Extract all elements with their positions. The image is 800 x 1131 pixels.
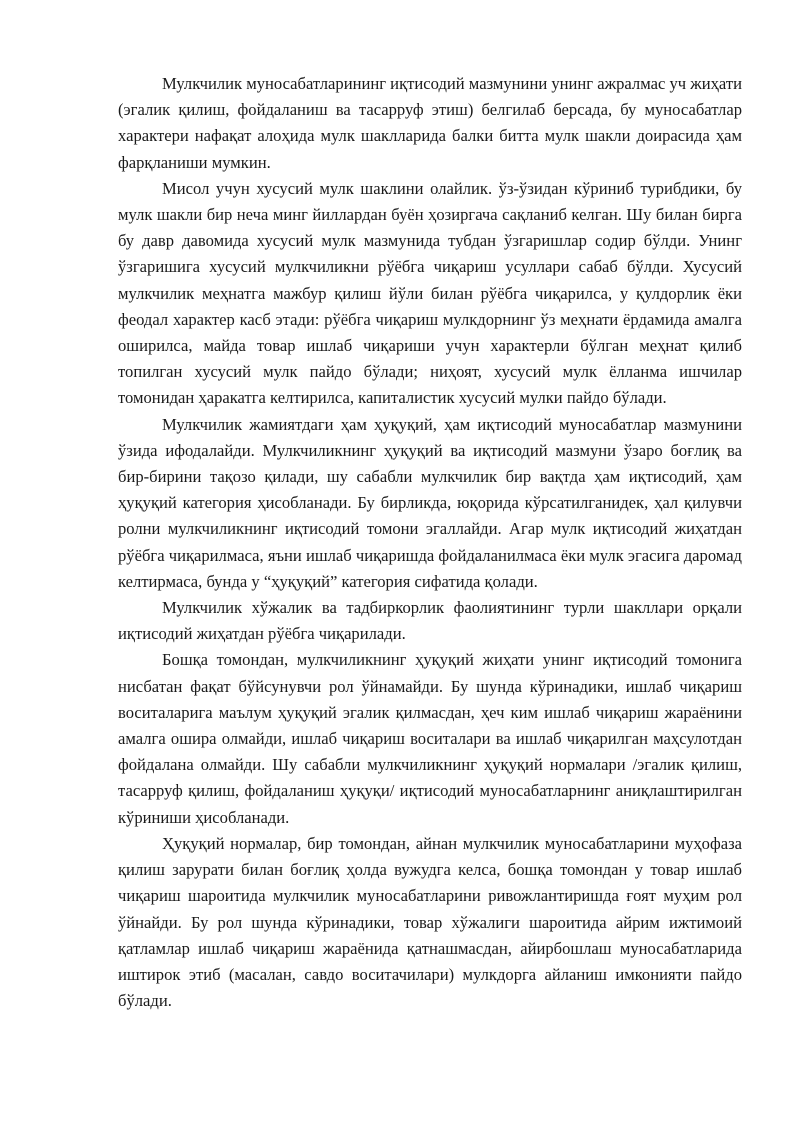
- paragraph: Ҳуқуқий нормалар, бир томондан, айнан мулкчилик муносабатларини муҳофаза қилиш зарурати билан боғлиқ ҳолда вужудга келса, бошқа томондан у товар ишлаб чиқариш шароитида мулкчилик муносабатларини ривожлантиришда ғоят муҳим рол ўйнайди. Бу рол шунда кўринадики, товар хўжалиги шароитида айрим ижтимоий қатламлар ишлаб чиқариш жараёнида қатнашмасдан, айирбошлаш муносабатларида иштирок этиб (масалан, савдо воситачилари) мулкдорга айланиш имконияти пайдо бўлади.: [118, 833, 742, 1011]
- paragraph: Мисол учун хусусий мулк шаклини олайлик. ўз-ўзидан кўриниб турибдики, бу мулк шакли бир неча минг йиллардан буён ҳозиргача сақланиб келган. Шу билан бирга бу давр давомида хусусий мулк мазмунида тубдан ўзгаришлар содир бўлди. Унинг ўзгаришига хусусий мулкчиликни рўёбга чиқариш усуллари сабаб бўлди. Хусусий мулкчилик меҳнатга мажбур қилиш йўли билан рўёбга чиқарилса, у қулдорлик ёки феодал характер касб этади: рўёбга чиқариш мулкдорнинг ўз меҳнати ёрдамида амалга оширилса, майда товар ишлаб чиқариши учун характерли бўлган меҳнат қилиб топилган хусусий мулк пайдо бўлади; ниҳоят, хусусий мулк ёлланма ишчилар томонидан ҳаракатга келтирилса, капиталистик хусусий мулки пайдо бўлади.: [118, 178, 742, 408]
- paragraph: Мулкчилик муносабатларининг иқтисодий мазмунини унинг ажралмас уч жиҳати (эгалик қилиш, фойдаланиш ва тасарруф этиш) белгилаб берсада, бу муносабатлар характери нафақат алоҳида мулк шаклларида балки битта мулк шакли доирасида ҳам фарқланиши мумкин.: [118, 74, 742, 172]
- paragraph: Мулкчилик хўжалик ва тадбиркорлик фаолиятининг турли шакллари орқали иқтисодий жиҳатдан рўёбга чиқарилади.: [118, 598, 742, 644]
- document-body: [118, 71, 742, 1014]
- paragraph: Бошқа томондан, мулкчиликнинг ҳуқуқий жиҳати унинг иқтисодий томонига нисбатан фақат бўйсунувчи рол ўйнамайди. Бу шунда кўринадики, ишлаб чиқариш воситаларига маълум ҳуқуқий эгалик қилмасдан, ҳеч ким ишлаб чиқариш жараёнини амалга ошира олмайди, ишлаб чиқариш воситалари ва ишлаб чиқарилган маҳсулотдан фойдалана олмайди. Шу сабабли мулкчиликнинг ҳуқуқий нормалари /эгалик қилиш, тасарруф қилиш, фойдаланиш ҳуқуқи/ иқтисодий муносабатларнинг аниқлаштирилган кўриниши ҳисобланади.: [118, 650, 742, 827]
- paragraph: Мулкчилик жамиятдаги ҳам ҳуқуқий, ҳам иқтисодий муносабатлар мазмунини ўзида ифодалайди. Мулкчиликнинг ҳуқуқий ва иқтисодий мазмуни ўзаро боғлиқ ва бир-бирини тақозо қилади, шу сабабли мулкчилик бир вақтда ҳам иқтисодий, ҳам ҳуқуқий категория ҳисобланади. Бу бирликда, юқорида кўрсатилганидек, ҳал қилувчи ролни мулкчиликнинг иқтисодий томони эгаллайди. Агар мулк иқтисодий жиҳатдан рўёбга чиқарилмаса, яъни ишлаб чиқаришда фойдаланилмаса ёки мулк эгасига даромад келтирмаса, бунда у “ҳуқуқий” категория сифатида қолади.: [118, 414, 742, 591]
